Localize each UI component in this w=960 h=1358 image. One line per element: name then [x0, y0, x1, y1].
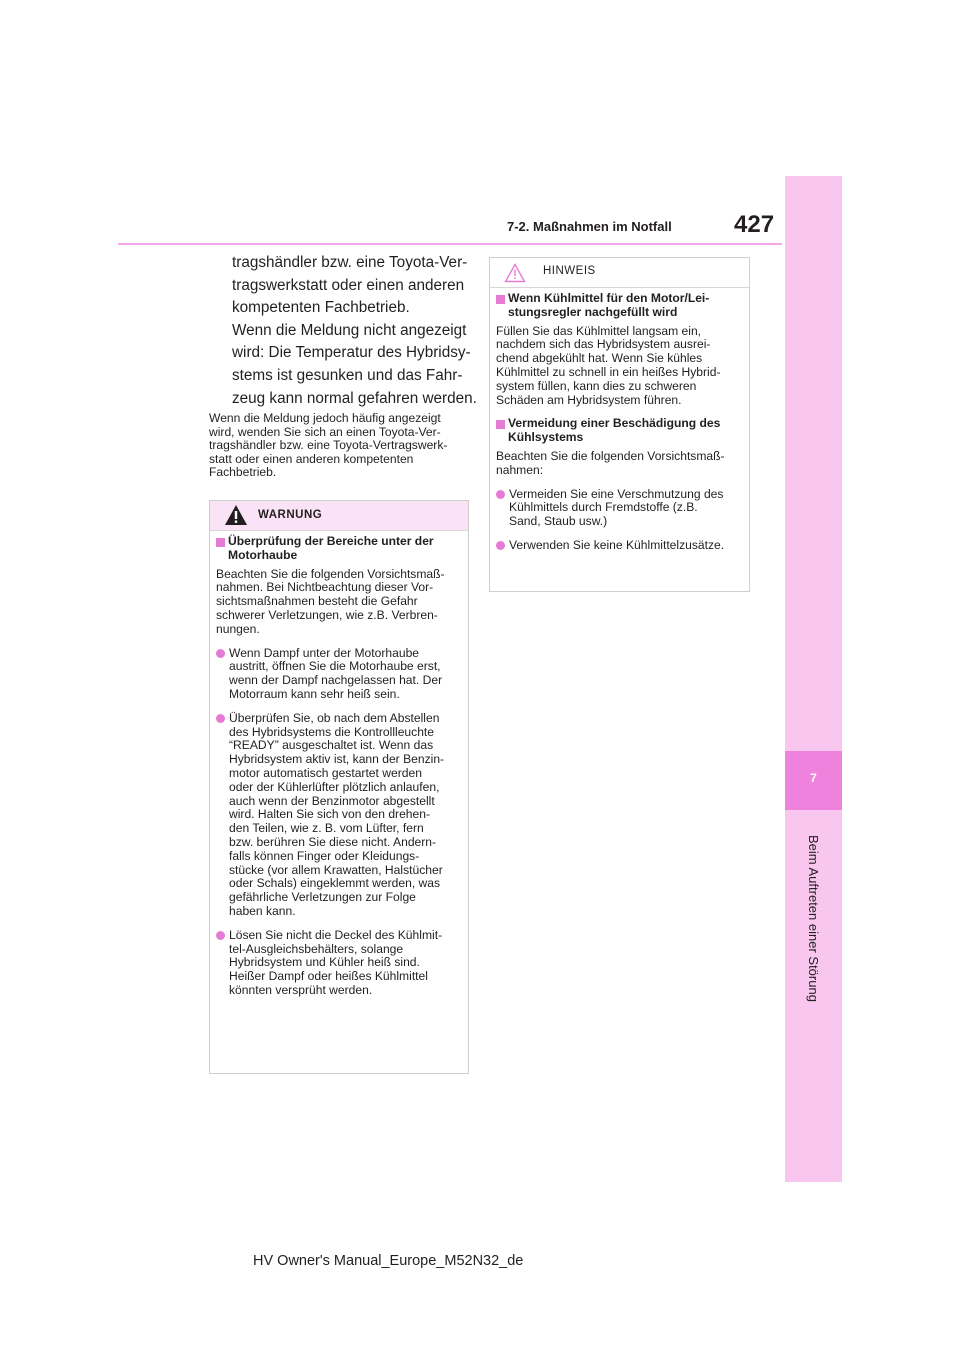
text-line: Kühlmittels durch Fremdstoffe (z.B.	[509, 500, 698, 515]
text-line: Wenn Dampf unter der Motorhaube	[229, 645, 420, 660]
footer-doc-id: HV Owner's Manual_Europe_M52N32_de	[253, 1253, 524, 1269]
note-line: Fachbetrieb.	[209, 465, 277, 480]
text-line: Vermeiden Sie eine Verschmutzung des	[509, 486, 724, 501]
text-line: den Teilen, wie z. B. vom Lüfter, fern	[229, 821, 424, 836]
text-line: nahmen:	[496, 462, 544, 477]
lead-line: zeug kann normal gefahren werden.	[232, 389, 477, 407]
warning-box	[209, 500, 469, 1074]
warning-title: WARNUNG	[258, 509, 323, 521]
text-line: Überprüfen Sie, ob nach dem Abstellen	[229, 710, 440, 725]
text-line: Heißer Dampf oder heißes Kühlmittel	[229, 969, 428, 984]
chapter-title: Beim Auftreten einer Störung	[806, 835, 821, 1002]
text-line: Füllen Sie das Kühlmittel langsam ein,	[496, 323, 702, 338]
text-line: nahmen. Bei Nichtbeachtung dieser Vor-	[216, 580, 434, 595]
note-line: statt oder einen anderen kompetenten	[209, 451, 414, 466]
header-rule	[118, 243, 782, 245]
text-line: Verwenden Sie keine Kühlmittelzusätze.	[509, 537, 725, 552]
text-line: Hybridsystem aktiv ist, kann der Benzin-	[229, 752, 445, 767]
text-line: chend abgekühlt hat. Wenn Sie kühles	[496, 351, 703, 366]
page-number: 427	[734, 211, 775, 238]
warning-body	[216, 535, 462, 1008]
text-line: Lösen Sie nicht die Deckel des Kühlmit-	[229, 927, 443, 942]
text-line: könnten versprüht werden.	[229, 982, 373, 997]
heading-line: Kühlsystems	[508, 430, 584, 445]
text-line: stücke (vor allem Krawatten, Halstücher	[229, 862, 443, 877]
warning-triangle-icon	[224, 504, 248, 526]
notice-bullet	[496, 488, 743, 529]
text-line: wenn der Dampf nachgelassen hat. Der	[229, 673, 443, 688]
warning-bullet	[216, 647, 462, 702]
text-line: “READY” ausgeschaltet ist. Wenn das	[229, 738, 434, 753]
text-line: Motorraum kann sehr heiß sein.	[229, 686, 400, 701]
notice-heading	[496, 292, 743, 320]
bullet-dot-icon	[496, 490, 505, 499]
lead-line: kompetenten Fachbetrieb.	[232, 299, 410, 317]
square-bullet-icon	[496, 295, 505, 304]
text-line: schwerer Verletzungen, wie z.B. Verbren-	[216, 607, 438, 622]
text-line: haben kann.	[229, 903, 296, 918]
bullet-dot-icon	[216, 714, 225, 723]
warning-bullet	[216, 712, 462, 919]
notice-body	[496, 292, 743, 563]
text-line: Hybridsystem und Kühler heiß sind.	[229, 955, 420, 970]
chapter-number: 7	[810, 771, 817, 785]
text-line: oder Schals) eingeklemmt werden, was	[229, 876, 441, 891]
text-line: des Hybridsystems die Kontrollleuchte	[229, 724, 435, 739]
warning-heading	[216, 535, 462, 563]
chapter-side-tab	[785, 176, 842, 1182]
lead-line: tragshändler bzw. eine Toyota-Ver-	[232, 254, 468, 271]
text-line: gefährliche Verletzungen zur Folge	[229, 890, 416, 905]
notice-heading	[496, 417, 743, 445]
heading-line: Überprüfung der Bereiche unter der	[228, 534, 434, 548]
notice-intro	[496, 450, 743, 478]
heading-line: Wenn Kühlmittel für den Motor/Lei-	[508, 291, 710, 305]
lead-line: wird: Die Temperatur des Hybridsy-	[232, 344, 471, 362]
warning-intro	[216, 568, 462, 637]
body-note	[209, 412, 469, 480]
text-line: Kühlmittel zu schnell in ein heißes Hybrid-	[496, 364, 721, 379]
note-line: tragshändler bzw. eine Toyota-Vertragswerk-	[209, 438, 448, 453]
notice-text	[496, 325, 743, 408]
text-line: motor automatisch gestartet werden	[229, 765, 422, 780]
text-line: Beachten Sie die folgenden Vorsichtsmaß-	[216, 566, 445, 581]
bullet-dot-icon	[496, 541, 505, 550]
text-line: system füllen, kann dies zu schweren	[496, 378, 697, 393]
text-line: Schäden am Hybridsystem führen.	[496, 392, 682, 407]
text-line: oder der Kühlerlüfter plötzlich anlaufen,	[229, 779, 440, 794]
text-line: nungen.	[216, 621, 260, 636]
notice-box	[489, 257, 750, 592]
bullet-dot-icon	[216, 931, 225, 940]
text-line: bzw. berühren Sie diese nicht. Andern-	[229, 834, 437, 849]
bullet-dot-icon	[216, 649, 225, 658]
text-line: wird. Halten Sie sich von den drehen-	[229, 807, 430, 822]
section-header: 7-2. Maßnahmen im Notfall	[507, 219, 672, 234]
text-line: sichtsmaßnahmen besteht die Gefahr	[216, 594, 418, 609]
caution-triangle-icon	[504, 263, 526, 283]
warning-bullet	[216, 929, 462, 998]
text-line: Sand, Staub usw.)	[509, 514, 608, 529]
notice-header	[490, 258, 749, 288]
note-line: wird, wenden Sie sich an einen Toyota-Ver-	[209, 424, 441, 439]
notice-title: HINWEIS	[543, 265, 596, 277]
square-bullet-icon	[496, 420, 505, 429]
text-line: Beachten Sie die folgenden Vorsichtsmaß-	[496, 448, 725, 463]
heading-line: stungsregler nachgefüllt wird	[508, 304, 678, 319]
lead-line: tragswerkstatt oder einen anderen	[232, 276, 465, 294]
lead-text	[232, 252, 477, 410]
heading-line: Vermeidung einer Beschädigung des	[508, 416, 721, 431]
text-line: tel-Ausgleichsbehälters, solange	[229, 941, 404, 956]
lead-line: stems ist gesunken und das Fahr-	[232, 366, 463, 384]
note-line: Wenn die Meldung jedoch häufig angezeigt	[209, 411, 441, 425]
square-bullet-icon	[216, 538, 225, 547]
text-line: nachdem sich das Hybridsystem ausrei-	[496, 337, 711, 352]
text-line: auch wenn der Benzinmotor abgestellt	[229, 793, 435, 808]
text-line: falls können Finger oder Kleidungs-	[229, 848, 420, 863]
text-line: austritt, öffnen Sie die Motorhaube erst,	[229, 659, 441, 674]
heading-line: Motorhaube	[228, 547, 298, 562]
notice-bullet	[496, 539, 743, 553]
warning-header	[210, 501, 468, 531]
lead-line: Wenn die Meldung nicht angezeigt	[232, 321, 467, 339]
